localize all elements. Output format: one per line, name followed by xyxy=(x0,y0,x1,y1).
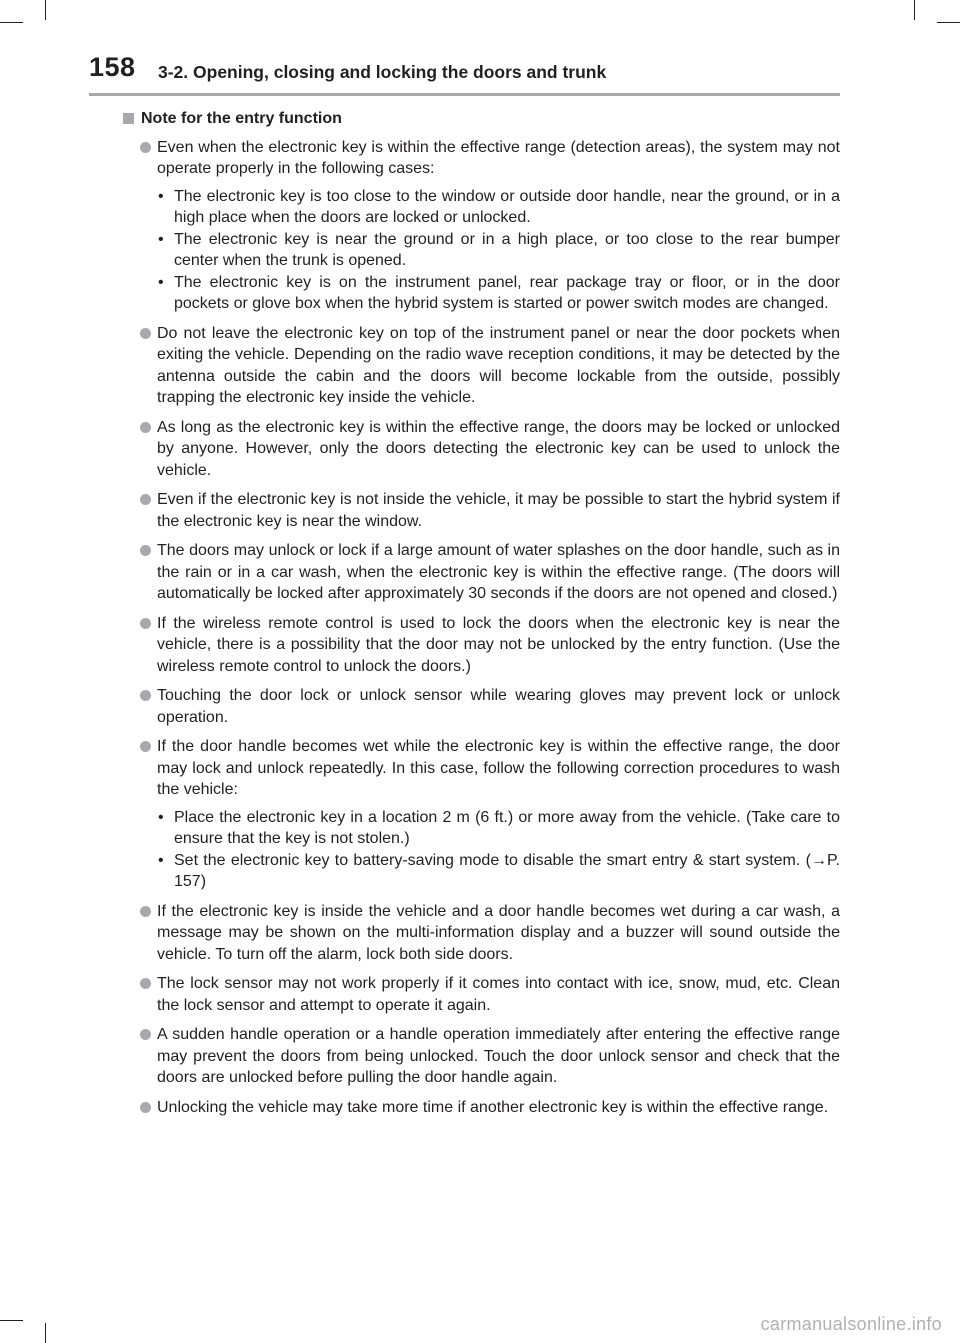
sub-list-item-text: Place the electronic key in a location 2 m (6 ft.) or more away from the vehicle. (Take care to ensure that the key is not stolen.) xyxy=(174,808,840,847)
sub-list-item-text: Set the electronic key to battery-saving mode to disable the smart entry & start system. (→P. 157) xyxy=(174,851,840,890)
crop-mark-bottom-left xyxy=(0,1320,23,1321)
list-item xyxy=(123,417,840,482)
circle-bullet-icon xyxy=(140,328,151,339)
page-content xyxy=(123,108,840,1126)
sub-list-item xyxy=(157,186,840,229)
sub-bullet-icon: • xyxy=(158,273,164,291)
sub-list-item-text: The electronic key is near the ground or in a high place, or too close to the rear bumper center when the trunk is opened. xyxy=(174,230,840,269)
sub-list xyxy=(157,807,840,893)
list-item-text: Even if the electronic key is not inside the vehicle, it may be possible to start the hybrid system if the electronic key is near the window. xyxy=(157,491,840,530)
section-title: 3-2. Opening, closing and locking the doors and trunk xyxy=(158,62,607,82)
list-item-text: Unlocking the vehicle may take more time if another electronic key is within the effective range. xyxy=(157,1098,829,1116)
header-rule xyxy=(89,93,840,96)
list-item-text: The lock sensor may not work properly if it comes into contact with ice, snow, mud, etc. Clean the lock sensor and attempt to operate it again. xyxy=(157,975,840,1014)
page-header xyxy=(0,0,960,100)
list-item-text: Even when the electronic key is within the effective range (detection areas), the system may not operate properly in the following cases: xyxy=(157,138,840,177)
sub-list-item xyxy=(157,850,840,893)
list-item-text: If the electronic key is inside the vehicle and a door handle becomes wet during a car wash, a message may be shown on the multi-information display and a buzzer will sound outside the vehicle. To turn off the alarm, lock both side doors. xyxy=(157,902,840,963)
sub-list-item xyxy=(157,229,840,272)
list-item xyxy=(123,1097,840,1119)
circle-bullet-icon xyxy=(140,978,151,989)
list-item-text: A sudden handle operation or a handle operation immediately after entering the effective range may prevent the doors from being unlocked. Touch the door unlock sensor and check that the doors are unlocked before pulling the door handle again. xyxy=(157,1026,840,1086)
circle-bullet-icon xyxy=(140,494,151,505)
list-item xyxy=(123,613,840,678)
list-item xyxy=(123,685,840,728)
circle-bullet-icon xyxy=(140,545,151,556)
list-item xyxy=(123,489,840,532)
list-item-text: As long as the electronic key is within the effective range, the doors may be locked or unlocked by anyone. However, only the doors detecting the electronic key can be used to unlock the vehicle. xyxy=(157,418,840,479)
list-item xyxy=(123,323,840,409)
list-item xyxy=(123,137,840,315)
note-list xyxy=(123,137,840,1119)
page-number: 158 xyxy=(89,52,136,82)
subheading xyxy=(123,108,840,130)
circle-bullet-icon xyxy=(140,690,151,701)
list-item-text: The doors may unlock or lock if a large amount of water splashes on the door handle, such as in the rain or in a car wash, when the electronic key is within the effective range. (The doors will automatically be locked after approximately 30 seconds if the doors are not opened and closed.) xyxy=(157,542,840,602)
sub-bullet-icon: • xyxy=(158,851,164,869)
circle-bullet-icon xyxy=(140,618,151,629)
watermark: carmanualsonline.info xyxy=(760,1314,942,1334)
circle-bullet-icon xyxy=(140,741,151,752)
sub-bullet-icon: • xyxy=(158,187,164,205)
list-item xyxy=(123,736,840,893)
list-item xyxy=(123,973,840,1016)
list-item-text: If the wireless remote control is used to lock the doors when the electronic key is near the vehicle, there is a possibility that the door may not be unlocked by the entry function. (Use the wireless remote control to unlock the doors.) xyxy=(157,614,840,675)
crop-mark-bottom-left-v xyxy=(45,1323,46,1343)
circle-bullet-icon xyxy=(140,142,151,153)
list-item-text: Touching the door lock or unlock sensor while wearing gloves may prevent lock or unlock operation. xyxy=(157,687,840,726)
sub-bullet-icon: • xyxy=(158,808,164,826)
sub-bullet-icon: • xyxy=(158,230,164,248)
list-item-text: If the door handle becomes wet while the electronic key is within the effective range, the door may lock and unlock repeatedly. In this case, follow the following correction procedures to wash the vehicle: xyxy=(157,738,840,798)
sub-list-item-text: The electronic key is on the instrument panel, rear package tray or floor, or in the door pockets or glove box when the hybrid system is started or power switch modes are changed. xyxy=(174,273,840,312)
subheading-text: Note for the entry function xyxy=(141,110,342,127)
list-item xyxy=(123,1024,840,1089)
list-item xyxy=(123,540,840,605)
square-bullet-icon xyxy=(123,113,134,124)
circle-bullet-icon xyxy=(140,1029,151,1040)
sub-list-item-text: The electronic key is too close to the window or outside door handle, near the ground, or in a high place when the doors are locked or unlocked. xyxy=(174,187,840,226)
sub-list-item xyxy=(157,272,840,315)
sub-list xyxy=(157,186,840,315)
sub-list-item xyxy=(157,807,840,850)
circle-bullet-icon xyxy=(140,422,151,433)
circle-bullet-icon xyxy=(140,1102,151,1113)
circle-bullet-icon xyxy=(140,906,151,917)
list-item xyxy=(123,901,840,966)
list-item-text: Do not leave the electronic key on top of the instrument panel or near the door pockets when exiting the vehicle. Depending on the radio wave reception conditions, it may be detected by the antenna outside the cabin and the doors will become lockable from the outside, possibly trapping the electronic key inside the vehicle. xyxy=(157,324,840,406)
